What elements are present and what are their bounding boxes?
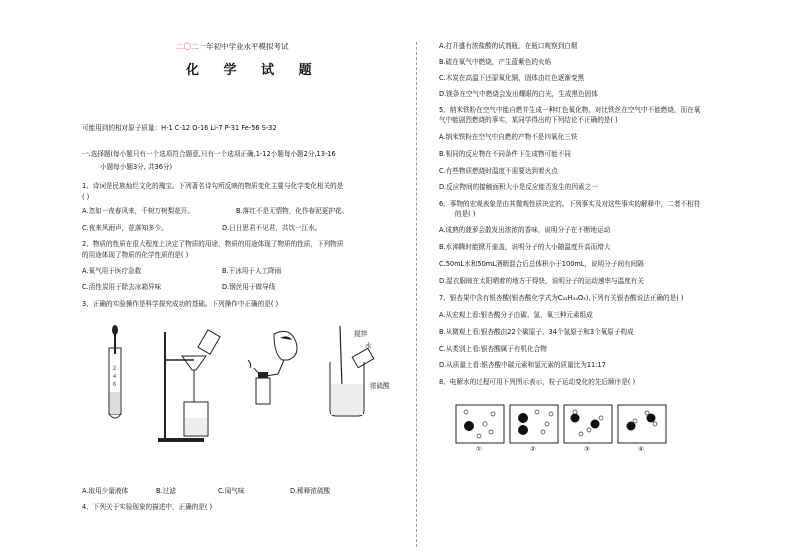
- q8-stem: 8、电解水的过程可用下列图示表示，粒子运动变化的先后顺序是( ): [439, 378, 636, 386]
- column-divider: [416, 42, 417, 547]
- exam-title-rest: 年初中学业水平模拟考试: [206, 42, 289, 51]
- q1-option-b: B.落红不是无情物，化作春泥更护花。: [236, 207, 349, 215]
- q7-option-c: C.从类别上看:银杏酸属于有机化合物: [439, 345, 547, 353]
- q3-stem: 3、正确的实验操作是科学探究成功的基础。下列操作中正确的是( ): [82, 300, 279, 308]
- q3-option-b: B.过滤: [156, 487, 176, 495]
- q6-option-a: A.成熟的菠萝会散发出浓浓的香味，说明分子在不断地运动: [439, 226, 611, 234]
- q6-stem-2: 的是( ): [455, 210, 476, 218]
- q5-option-b: B.相同的反应物在不同条件下生成物可能不同: [439, 150, 571, 158]
- q3-figure-filtration: [158, 318, 228, 448]
- q4-option-d: D.镁条在空气中燃烧会发出耀眼的白光，生成黑色固体: [439, 90, 598, 98]
- q5-stem: 5、纳米铁粉在空气中能自燃并生成一种红色氧化物。对比铁丝在空气中不能燃烧，而在氧: [439, 106, 701, 114]
- exam-title-year: 二〇二一: [176, 42, 206, 51]
- q7-stem: 7、银杏果中含有银杏酸(银杏酸化学式为C₂₂H₃₄O₃),下列有关银杏酸说法正确的是( ): [439, 294, 684, 302]
- q2-option-b: B.干冰用于人工降雨: [222, 267, 282, 275]
- q2-stem-2: 的用途体现了物质的化学性质的是( ): [82, 251, 189, 259]
- q4-option-c: C.木炭在高温下还原氧化铜，固体由红色逐渐变黑: [439, 74, 585, 82]
- q1-option-c: C.夜来风雨声，花落知多少。: [82, 224, 168, 232]
- q3-figure-dropper: [96, 318, 136, 448]
- q4-option-b: B.硫在氧气中燃烧，产生蓝紫色的火焰: [439, 58, 552, 66]
- q5-stem-2: 气中能剧烈燃烧的事实，某同学得出的下列结论不正确的是( ): [439, 116, 618, 124]
- q5-option-a: A.纳米铁粉在空气中自燃的产物不是四氧化三铁: [439, 133, 578, 141]
- q6-option-d: D.湿衣服晾在太阳晒着的地方干得快，说明分子的运动速率与温度有关: [439, 277, 644, 285]
- q2-option-d: D.钢丝用于做导线: [222, 283, 276, 291]
- q3-option-d: D.稀释浓硫酸: [290, 487, 331, 495]
- exam-title: [176, 42, 289, 51]
- q3-option-c: C.闻气味: [218, 487, 245, 495]
- q6-stem: 6、事物的宏观表象是由其微观性质决定的。下列事实及对这些事实的解释中，二者不相符: [439, 200, 701, 208]
- q3-option-a: A.取用少量液体: [82, 487, 129, 495]
- q7-option-a: A.从宏观上看:银杏酸分子由碳、氢、氧三种元素组成: [439, 311, 593, 319]
- q5-option-d: D.反应物间的接触面积大小是反应能否发生的因素之一: [439, 183, 598, 191]
- q1-stem: 1、诗词是民族灿烂文化的瑰宝。下列著名诗句所反映的物质变化主要与化学变化相关的是: [82, 182, 344, 190]
- subject-title: 化 学 试 题: [186, 63, 322, 78]
- q3-label-water: 水: [365, 342, 372, 350]
- q8-label-3: ③: [584, 445, 590, 453]
- svg-text:2: 2: [113, 366, 117, 372]
- q5-option-c: C.有些物质燃烧时温度不需要达到着火点: [439, 167, 558, 175]
- section-intro-line2: 小题每小题3分, 共36分): [100, 163, 173, 171]
- q1-option-d: D.日日思君不见君，共饮一江水。: [222, 224, 322, 232]
- q3-label-acid: 浓硫酸: [370, 382, 390, 390]
- q4-stem: 4、下列关于实验现象的描述中，正确的是( ): [82, 503, 213, 511]
- q7-option-b: B.从微观上看:银杏酸由22个碳原子、34个氢原子和3个氧原子构成: [439, 328, 634, 336]
- q3-label-stir: 搅拌: [354, 330, 368, 338]
- q1-paren: ( ): [82, 193, 90, 201]
- atomic-masses: 可能用到的相对原子质量：H-1 C-12 O-16 Li-7 P-31 Fe-56 S-32: [82, 124, 277, 132]
- q4-option-a: A.打开盛有浓盐酸的试剂瓶，在瓶口观察到白烟: [439, 42, 578, 50]
- q2-option-c: C.活性炭用于除去冰箱异味: [82, 283, 162, 291]
- q2-option-a: A.氧气用于医疗急救: [82, 267, 142, 275]
- section-intro-line1: 一.选择题(每小题只有一个选项符合题意,只有一个选项正确,1-12小题每小题2分,13-16: [82, 150, 336, 158]
- q3-figure-smell: [244, 320, 314, 430]
- q6-option-c: C.50mL水和50mL酒精混合后总体积小于100mL，说明分子间有间隔: [439, 260, 644, 268]
- q2-stem: 2、物质的性质在很大程度上决定了物质的用途，物质的用途体现了物质的性质，下列物质: [82, 240, 344, 248]
- q7-option-d: D.从质量上看:银杏酸中碳元素和氢元素的质量比为11:17: [439, 361, 606, 369]
- q8-label-4: ④: [638, 445, 644, 453]
- q8-label-1: ①: [476, 445, 482, 453]
- svg-text:6: 6: [113, 382, 117, 388]
- q6-option-b: B.水沸腾时能掀开壶盖，说明分子的大小随温度升高而增大: [439, 243, 611, 251]
- svg-text:4: 4: [113, 374, 117, 380]
- q1-option-a: A.忽如一夜春风来，千树万树梨花开。: [82, 207, 194, 215]
- q8-label-2: ②: [530, 445, 536, 453]
